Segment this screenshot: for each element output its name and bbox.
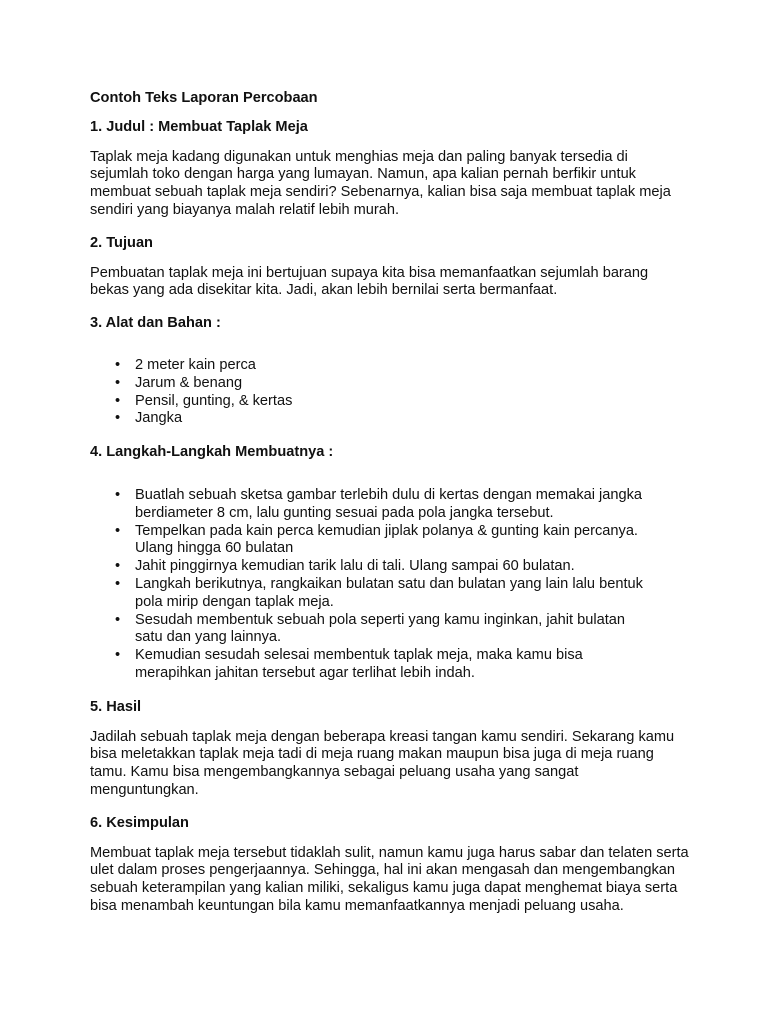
section-paragraph-hasil: Jadilah sebuah taplak meja dengan beberapa kreasi tangan kamu sendiri. Sekarang kamu bisa meletakkan taplak meja tadi di meja ruang makan maupun bisa juga di meja ruang tamu. Kamu bisa mengembangkannya sebagai peluang usaha yang sangat menguntungkan. [90,728,675,798]
list-item: • Pensil, gunting, & kertas [90,393,690,411]
list-item: • Jahit pinggirnya kemudian tarik lalu di tali. Ulang sampai 60 bulatan. [90,558,690,576]
list-item: • Buatlah sebuah sketsa gambar terlebih dulu di kertas dengan memakai jangka berdiameter 8 cm, lalu gunting sesuai pada pola jangka tersebut. [90,487,690,523]
list-item: • Tempelkan pada kain perca kemudian jiplak polanya & gunting kain percanya. Ulang hingga 60 bulatan [90,523,690,559]
section-heading-langkah: 4. Langkah-Langkah Membuatnya : [90,444,334,461]
list-item: • Sesudah membentuk sebuah pola seperti yang kamu inginkan, jahit bulatan satu dan yang lainnya. [90,612,690,648]
document-title: Contoh Teks Laporan Percobaan [90,90,318,106]
section-heading-judul: 1. Judul : Membuat Taplak Meja [90,118,308,135]
section-paragraph-judul: Taplak meja kadang digunakan untuk menghias meja dan paling banyak tersedia di sejumlah toko dengan harga yang lumayan. Namun, apa kalian pernah berfikir untuk membuat sebuah taplak meja sendiri? Sebenarnya, kalian bisa saja membuat taplak meja sendiri yang biayanya malah relatif lebih murah. [90,148,671,218]
section-heading-kesimpulan: 6. Kesimpulan [90,814,189,831]
section-heading-tujuan: 2. Tujuan [90,234,153,251]
list-item: • Kemudian sesudah selesai membentuk taplak meja, maka kamu bisa merapihkan jahitan tersebut agar terlihat lebih indah. [90,647,690,683]
list-item: • 2 meter kain perca [90,357,690,375]
list-item: • Jarum & benang [90,375,690,393]
section-heading-hasil: 5. Hasil [90,698,142,715]
section-heading-alat-bahan: 3. Alat dan Bahan : [90,315,221,332]
section-paragraph-tujuan: Pembuatan taplak meja ini bertujuan supaya kita bisa memanfaatkan sejumlah barang bekas yang ada disekitar kita. Jadi, akan lebih bernilai serta bermanfaat. [90,264,649,299]
document-page [90,90,690,931]
list-item: • Jangka [90,410,690,428]
tools-materials-list [90,357,690,428]
steps-list [90,487,690,683]
section-paragraph-kesimpulan: Membuat taplak meja tersebut tidaklah sulit, namun kamu juga harus sabar dan telaten serta ulet dalam proses pengerjaannya. Sehingga, hal ini akan mengasah dan mengembangkan sebuah keterampilan yang kalian miliki, sekaligus kamu juga dapat menghemat biaya serta bisa menambah keuntungan bila kamu memanfaatkannya menjadi peluang usaha. [90,844,689,914]
list-item: • Langkah berikutnya, rangkaikan bulatan satu dan bulatan yang lain lalu bentuk pola mirip dengan taplak meja. [90,576,690,612]
